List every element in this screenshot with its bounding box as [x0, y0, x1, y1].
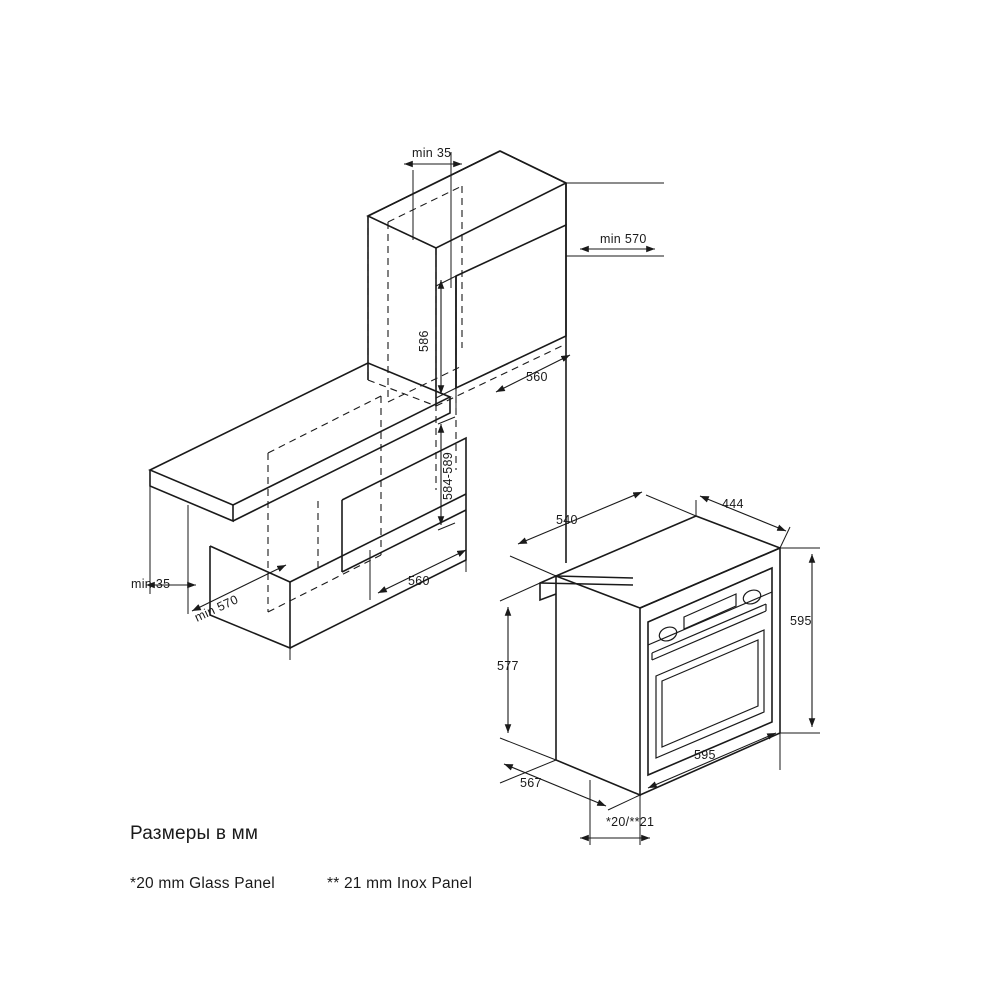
- footnote-glass-panel: *20 mm Glass Panel: [130, 875, 275, 892]
- dim-panel-thickness: *20/**21: [606, 815, 655, 829]
- dim-444: 444: [722, 497, 744, 511]
- footnote-inox-panel: ** 21 mm Inox Panel: [327, 875, 473, 892]
- units-caption: Размеры в мм: [130, 823, 259, 844]
- dim-577: 577: [497, 659, 519, 673]
- dim-min35-top: min 35: [412, 146, 452, 160]
- dim-min570-top: min 570: [600, 232, 647, 246]
- dim-595-front: 595: [694, 748, 716, 762]
- dim-595-right: 595: [790, 614, 812, 628]
- dim-586: 586: [417, 330, 431, 352]
- dim-560-top: 560: [526, 370, 548, 384]
- dim-584-589: 584-589: [441, 452, 455, 500]
- oven-isometric-view: [497, 492, 820, 845]
- dim-540: 540: [556, 513, 578, 527]
- dim-567: 567: [520, 776, 542, 790]
- dim-min570-bottom: min 570: [192, 592, 241, 625]
- installation-isometric-view: [131, 146, 664, 660]
- dim-560-bottom: 560: [408, 574, 430, 588]
- dim-min35-bottom: min 35: [131, 577, 171, 591]
